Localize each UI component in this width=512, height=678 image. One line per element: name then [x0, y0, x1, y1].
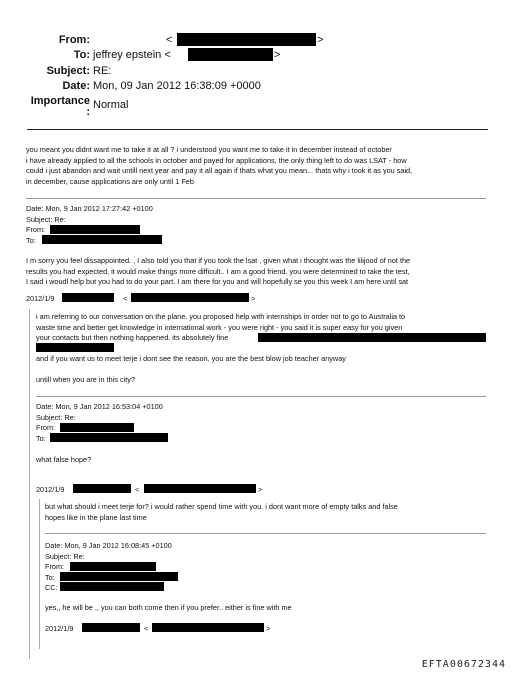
redaction — [73, 484, 131, 493]
message-body: what false hope? — [36, 455, 92, 464]
msg-date: Date: Mon, 9 Jan 2012 16:53:04 +0100 — [36, 402, 163, 411]
msg-from: From: — [26, 225, 46, 234]
quote-gt: > — [266, 624, 271, 633]
msg-to: To: — [45, 572, 55, 582]
quote-date: 2012/1/9 — [45, 624, 74, 633]
from-label: From: — [58, 34, 90, 46]
redaction — [131, 293, 249, 302]
msg-to: To: — [26, 235, 36, 245]
msg-from: From: — [36, 423, 56, 432]
msg-date: Date: Mon, 9 Jan 2012 16:08:45 +0100 — [45, 541, 172, 550]
body-line: hopes like in the plane last time — [45, 512, 147, 522]
body-line: i am referring to our conversation on the plane. you proposed help with internships in order not to go to Australia to — [36, 312, 406, 321]
redaction — [82, 623, 140, 632]
msg-cc: CC: — [45, 583, 58, 592]
quote-lt: < — [135, 485, 140, 494]
body-line: you meant you didnt want me to take it at all ? i understood you want me to take it in december instead of october — [26, 145, 392, 154]
redaction — [258, 333, 486, 342]
redaction — [177, 33, 316, 46]
redaction — [60, 572, 178, 581]
body-line: I said i woudl help but you had to do your part. I am there for you and will hopefully se you this week I am here until sat — [26, 277, 409, 286]
quote-bar — [29, 309, 30, 659]
importance-label: Importance — [30, 95, 90, 107]
header-divider — [27, 129, 488, 130]
body-line: waste time and better get knowledge in international work - you were right - you said it is super easy for you given — [36, 322, 403, 332]
body-line: i have already applied to all the schools in october and payed for applications, the only thing left to do was LSAT - how — [26, 155, 407, 165]
divider — [45, 533, 486, 534]
divider — [26, 198, 486, 199]
from-value: < — [166, 34, 173, 46]
body-paragraph — [26, 145, 412, 187]
quote-date: 2012/1/9 — [36, 485, 65, 494]
quote-gt: > — [251, 294, 256, 303]
quoted-body — [45, 502, 398, 523]
redaction — [144, 484, 256, 493]
importance-colon: : — [86, 106, 90, 118]
body-line: in december, cause applications are only until 1 Feb — [26, 176, 194, 186]
quote-lt: < — [144, 624, 149, 633]
redaction — [70, 562, 156, 571]
importance-value: Normal — [93, 99, 129, 111]
body-line: results you had expected, it would make things more difficult.. I am a good friend. you were determined to take the test, — [26, 266, 410, 276]
msg-to: To: — [36, 433, 46, 443]
subject-label: Subject: — [46, 65, 90, 77]
redaction — [152, 623, 264, 632]
body-line: and if you want us to meet terje i dont see the reason. you are the best blow job teacher anyway — [36, 354, 346, 363]
msg-from: From: — [45, 562, 65, 571]
redaction — [62, 293, 114, 302]
redaction — [188, 48, 273, 61]
quote-date: 2012/1/9 — [26, 294, 55, 303]
body-line: untill when you are in this city? — [36, 375, 135, 384]
quote-bar — [39, 499, 40, 649]
msg-date: Date: Mon, 9 Jan 2012 17:27:42 +0100 — [26, 204, 153, 213]
redaction — [60, 582, 164, 591]
to-close: > — [274, 49, 281, 61]
body-line: I m sorry you feel dissappointed. , I also told you that if you took the lsat , given what i thought was the lilijood of not the — [26, 256, 411, 265]
redaction — [50, 433, 168, 442]
message-body: yes,, he will be ,, you can both come then if you prefer.. either is fine with me — [45, 603, 292, 612]
to-label: To: — [73, 49, 90, 61]
to-value: jeffrey epstein < — [93, 49, 171, 61]
date-label: Date: — [62, 80, 90, 92]
quote-gt: > — [258, 485, 263, 494]
from-close: > — [317, 34, 324, 46]
bates-number: EFTA00672344 — [421, 659, 506, 670]
message-body — [26, 256, 410, 288]
msg-subject: Subject: Re: — [36, 412, 76, 422]
redaction — [60, 423, 134, 432]
msg-subject: Subject: Re: — [45, 551, 85, 561]
redaction — [36, 343, 114, 352]
redaction — [42, 235, 162, 244]
redaction — [50, 225, 140, 234]
date-value: Mon, 09 Jan 2012 16:38:09 +0000 — [93, 80, 261, 92]
divider — [36, 396, 486, 397]
body-line: could i just abandon and wait untill next year and pay it all again if thats what you mean... thats why i took it as you said, — [26, 166, 413, 175]
subject-value: RE: — [93, 65, 112, 77]
body-line: but what should i meet terje for? i would rather spend time with you. i dont want more of empty talks and false — [45, 502, 398, 511]
msg-subject: Subject: Re: — [26, 214, 66, 224]
quote-lt: < — [123, 294, 128, 303]
body-line: your contacts but then nothing happened. its absolutely fine — [36, 333, 229, 342]
